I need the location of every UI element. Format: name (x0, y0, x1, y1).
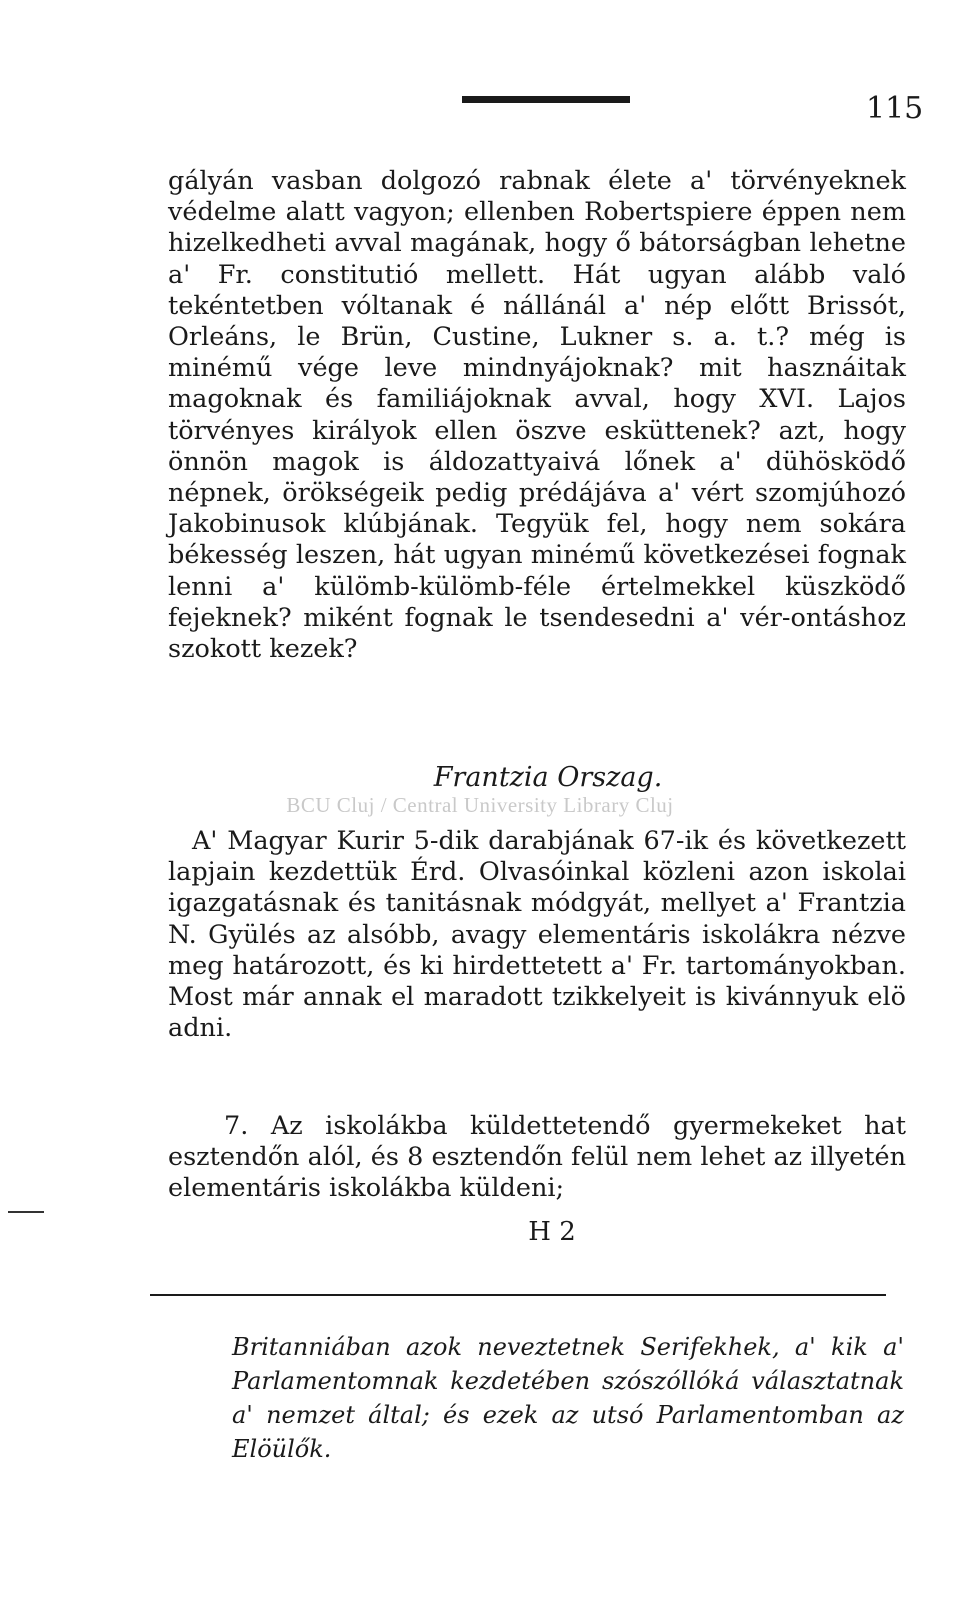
article-paragraph: 7. Az iskolákba küldettetendő gyermekeket hat esztendőn alól, és 8 esztendőn felül nem lehet az illyetén elementáris iskolákba küldeni; (168, 1111, 906, 1204)
signature-text: H 2 (528, 1217, 576, 1247)
library-watermark: BCU Cluj / Central University Library Cluj (286, 793, 674, 817)
footnote-divider (150, 1294, 886, 1296)
section-paragraph: A' Magyar Kurir 5-dik darabjának 67-ik és következett lapjain kezdettük Érd. Olvasóinkal közleni azon iskolai igazgatásnak és tanitásnak módgyát, mellyet a' Frantzia N. Gyülés az alsóbb, avagy elementáris iskolákra nézve meg határozott, és ki hirdettetett a' Fr. tartományokban. Most már annak el maradott tzikkelyeit is kivánnyuk elö adni. (168, 826, 906, 1044)
main-paragraph (168, 166, 906, 665)
footnote-text: Britanniában azok neveztetnek Serifekhek, a' kik a' Parlamentomnak kezdetében szószóllóká választatnak a' nemzet által; és ezek az utsó Parlamentomban az Elöülők. (232, 1333, 904, 1463)
signature-mark (0, 1217, 960, 1247)
footnote-block (232, 1330, 904, 1466)
header-rule (462, 96, 630, 103)
section-heading (0, 762, 960, 794)
section-body (168, 826, 906, 1044)
section-heading-text: Frantzia Orszag. (433, 762, 663, 793)
intro-paragraph: gályán vasban dolgozó rabnak élete a' törvényeknek védelme alatt vagyon; ellenben Robertspiere éppen nem hizelkedheti avval magának, hogy ő bátorságban lehetne a' Fr. constitutió mellett. Hát ugyan alább való tekéntetben vóltanak é nállánál a' nép előtt Brissót, Orleáns, le Brün, Custine, Lukner s. a. t.? még is minémű vége leve mindnyájoknak? mit hasznáitak magoknak és familiájoknak avval, hogy XVI. Lajos törvényes királyok ellen öszve esküttenek? azt, hogy önnön magok is áldozattyaivá lőnek a' dühösködő népnek, örökségeik pedig prédájáva a' vért szomjúhozó Jakobinusok klúbjának. Tegyük fel, hogy nem sokára békesség leszen, hát ugyan minémű következései fognak lenni a' külömb-külömb-féle értelmekkel küszködő fejeknek? miként fognak le tsendesedni a' vér-ontáshoz szokott kezek? (168, 166, 906, 665)
margin-mark (8, 1211, 44, 1213)
article-block (168, 1111, 906, 1205)
page-number: 115 (866, 91, 924, 126)
